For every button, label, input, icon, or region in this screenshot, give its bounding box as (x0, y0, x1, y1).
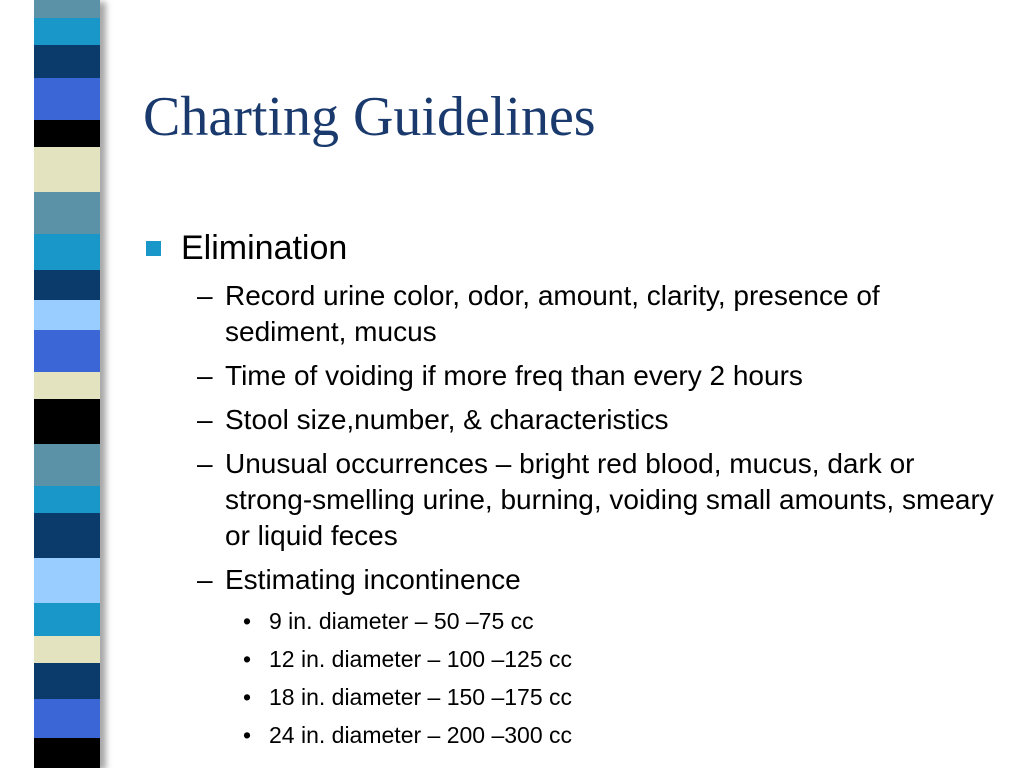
slide-body (143, 228, 1003, 758)
bullet-item-level-2 (143, 358, 1003, 394)
bullet-text: 24 in. diameter – 200 –300 cc (269, 722, 573, 748)
stripe-block (34, 192, 100, 234)
dash-bullet-icon: – (197, 564, 213, 595)
bullet-item-level-3 (143, 720, 1003, 750)
dot-bullet-icon: • (243, 722, 252, 748)
stripe-block (34, 270, 100, 300)
stripe-block (34, 486, 100, 513)
bullet-text: Unusual occurrences – bright red blood, mucus, dark or strong-smelling urine, burning, voiding small amounts, smeary or liquid feces (225, 448, 994, 551)
dash-bullet-icon: – (197, 404, 213, 435)
stripe-block (34, 330, 100, 372)
bullet-item-level-2 (143, 278, 1003, 350)
bullet-item-level-3 (143, 644, 1003, 674)
stripe-block (34, 513, 100, 558)
stripe-block (34, 663, 100, 699)
bullet-text: Stool size,number, & characteristics (225, 404, 669, 435)
decorative-stripe-column (34, 0, 100, 768)
stripe-block (34, 738, 100, 768)
bullet-item-level-2 (143, 562, 1003, 598)
dash-bullet-icon: – (197, 448, 213, 479)
stripe-block (34, 300, 100, 330)
bullet-text: Elimination (181, 229, 348, 267)
stripe-block (34, 147, 100, 192)
bullet-item-level-3 (143, 606, 1003, 636)
bullet-item-level-2 (143, 402, 1003, 438)
bullet-text: Time of voiding if more freq than every 2 hours (225, 360, 803, 391)
dot-bullet-icon: • (243, 684, 252, 710)
dot-bullet-icon: • (243, 646, 252, 672)
bullet-item-level-2 (143, 446, 1003, 554)
stripe-block (34, 0, 100, 18)
stripe-block (34, 78, 100, 120)
stripe-block (34, 234, 100, 270)
stripe-block (34, 636, 100, 663)
bullet-item-level-1 (143, 228, 1003, 268)
stripe-block (34, 558, 100, 603)
bullet-text: 9 in. diameter – 50 –75 cc (269, 608, 534, 634)
bullet-text: 18 in. diameter – 150 –175 cc (269, 684, 573, 710)
bullet-item-level-3 (143, 682, 1003, 712)
stripe-block (34, 45, 100, 78)
square-bullet-icon (146, 241, 161, 256)
stripe-block (34, 699, 100, 738)
stripe-block (34, 603, 100, 636)
dot-bullet-icon: • (243, 608, 252, 634)
bullet-text: 12 in. diameter – 100 –125 cc (269, 646, 573, 672)
bullet-text: Estimating incontinence (225, 564, 521, 595)
dash-bullet-icon: – (197, 360, 213, 391)
stripe-block (34, 399, 100, 444)
dash-bullet-icon: – (197, 280, 213, 311)
slide-title: Charting Guidelines (143, 86, 596, 148)
stripe-block (34, 120, 100, 147)
stripe-block (34, 444, 100, 486)
stripe-block (34, 18, 100, 45)
stripe-block (34, 372, 100, 399)
bullet-text: Record urine color, odor, amount, clarity, presence of sediment, mucus (225, 280, 880, 347)
